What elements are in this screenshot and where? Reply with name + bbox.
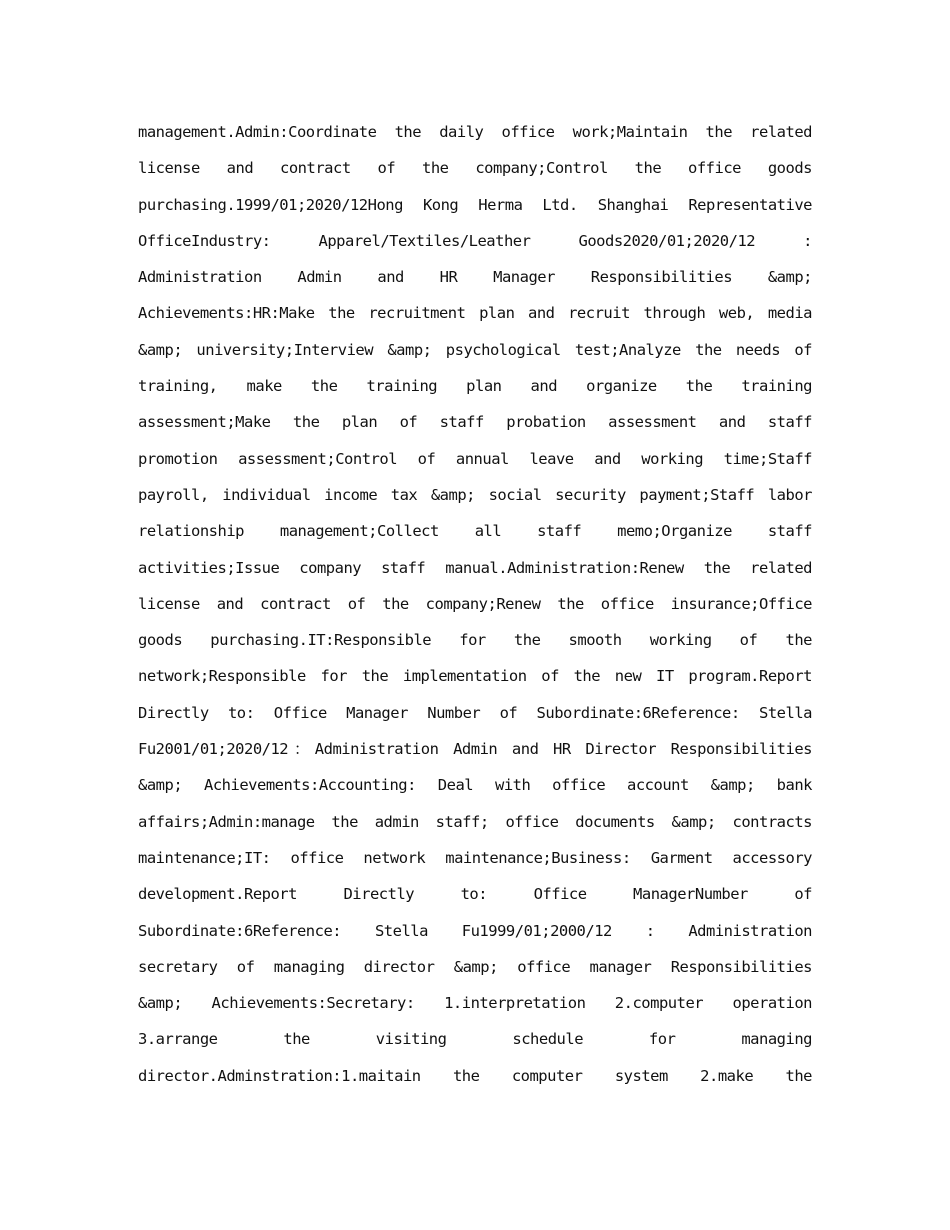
text-line: director.Adminstration:1.maitain the computer system 2.make the <box>138 1066 812 1085</box>
text-line: Administration Admin and HR Manager Responsibilities &amp; <box>138 268 812 287</box>
text-line: Fu2001/01;2020/12：Administration Admin and HR Director Responsibilities <box>138 740 812 759</box>
text-line: secretary of managing director &amp; office manager Responsibilities <box>138 957 812 976</box>
text-line: payroll, individual income tax &amp; social security payment;Staff labor <box>138 485 812 504</box>
text-line: license and contract of the company;Control the office goods <box>138 159 812 178</box>
text-line: affairs;Admin:manage the admin staff; office documents &amp; contracts <box>138 812 812 831</box>
text-line: license and contract of the company;Renew the office insurance;Office <box>138 594 812 613</box>
text-line: assessment;Make the plan of staff probation assessment and staff <box>138 413 812 432</box>
text-line: management.Admin:Coordinate the daily office work;Maintain the related <box>138 123 812 141</box>
text-line: &amp; university;Interview &amp; psychological test;Analyze the needs of <box>138 340 812 359</box>
text-line: maintenance;IT: office network maintenance;Business: Garment accessory <box>138 848 812 867</box>
text-line: &amp; Achievements:Secretary: 1.interpretation 2.computer operation <box>138 994 812 1013</box>
text-line: goods purchasing.IT:Responsible for the smooth working of the <box>138 631 812 650</box>
text-line: Achievements:HR:Make the recruitment plan and recruit through web, media <box>138 304 812 323</box>
text-line: activities;Issue company staff manual.Administration:Renew the related <box>138 558 812 577</box>
text-line: OfficeIndustry: Apparel/Textiles/Leather Goods2020/01;2020/12 : <box>138 231 812 250</box>
text-line: network;Responsible for the implementation of the new IT program.Report <box>138 667 812 686</box>
text-line: 3.arrange the visiting schedule for managing <box>138 1030 812 1049</box>
text-line: relationship management;Collect all staff memo;Organize staff <box>138 522 812 541</box>
text-line: Directly to: Office Manager Number of Subordinate:6Reference: Stella <box>138 703 812 722</box>
text-line: purchasing.1999/01;2020/12Hong Kong Herma Ltd. Shanghai Representative <box>138 195 812 214</box>
body-text <box>138 114 812 1094</box>
text-line: promotion assessment;Control of annual leave and working time;Staff <box>138 449 812 468</box>
text-line: training, make the training plan and organize the training <box>138 377 812 396</box>
text-line: Subordinate:6Reference: Stella Fu1999/01;2000/12 : Administration <box>138 921 812 940</box>
text-line: &amp; Achievements:Accounting: Deal with office account &amp; bank <box>138 776 812 795</box>
text-line: development.Report Directly to: Office ManagerNumber of <box>138 885 812 904</box>
